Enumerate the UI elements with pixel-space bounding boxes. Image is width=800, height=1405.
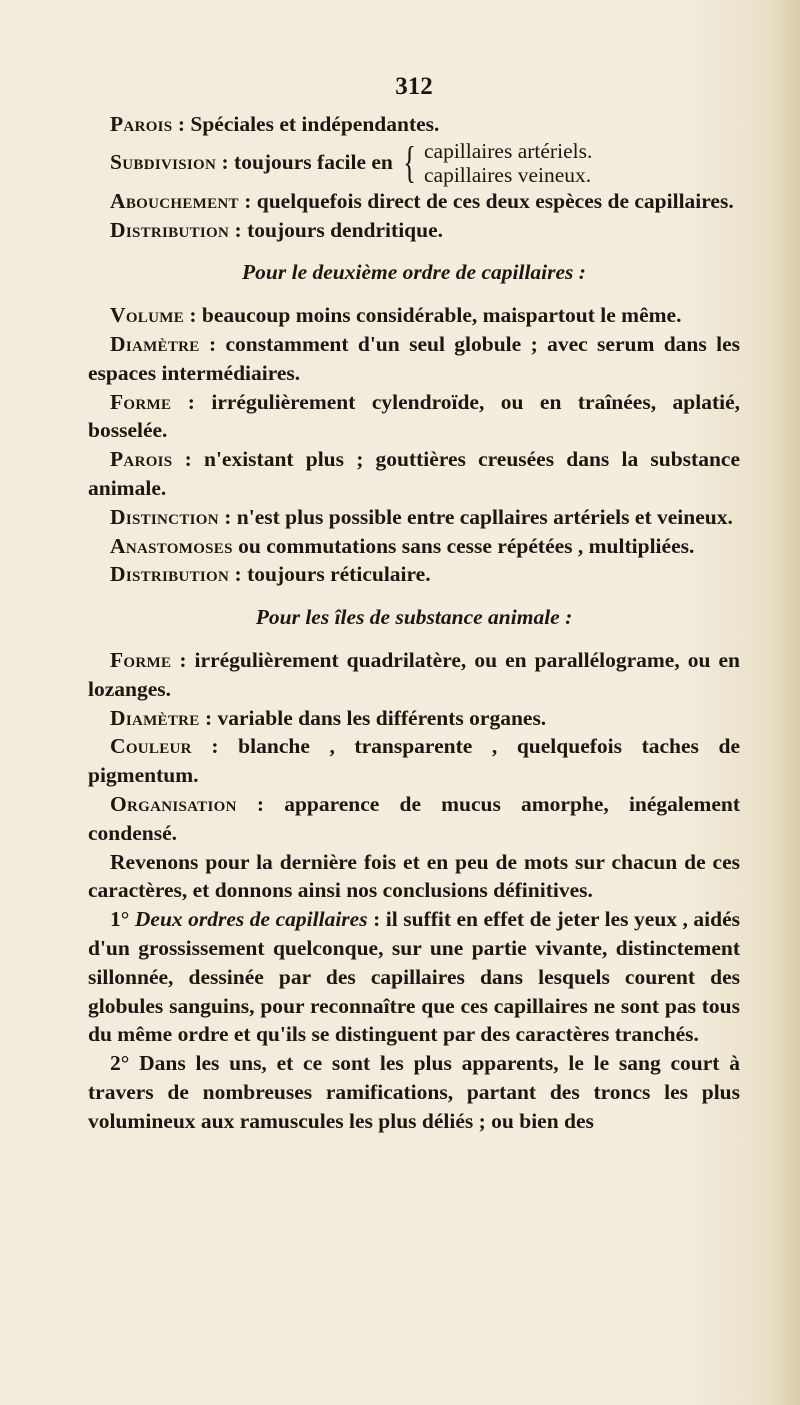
entry-subdivision: Subdivision : toujours facile en { capillaires artériels. capillaires veineux.	[110, 137, 593, 187]
entry-abouchement: Abouchement : quelquefois direct de ces deux espèces de capillaires.	[110, 188, 734, 213]
entry-parois-2: Parois : n'existant plus ; gouttières creusées dans la substance animale.	[88, 447, 740, 500]
paragraph-deux-ordres: 1° Deux ordres de capillaires : il suffit en effet de jeter les yeux , aidés d'un grossissement quelconque, sur une partie vivante, distinctement sillonnée, dessinée par des capillaires dans lesquels courent des globules sanguins, pour reconnaître que ces capillaires ne sont pas tous du même ordre et qu'ils se distinguent par des caractères tranchés.	[88, 907, 741, 1047]
paragraph-revenons: Revenons pour la dernière fois et en peu de mots sur chacun de ces caractères, et donnons ainsi nos conclusions définitives.	[88, 849, 740, 903]
entry-anastomoses: Anastomoses ou commutations sans cesse répétées , multipliées.	[110, 533, 695, 558]
subdivision-options: capillaires artériels. capillaires veineux.	[424, 138, 593, 187]
entry-parois: Parois : Spéciales et indépendantes.	[110, 112, 440, 136]
entry-distribution: Distribution : toujours dendritique.	[110, 217, 443, 242]
section-heading-2: Pour les îles de substance animale :	[255, 605, 573, 630]
entry-distribution-2: Distribution : toujours réticulaire.	[110, 562, 431, 587]
entry-forme: Forme : irrégulièrement cylendroïde, ou en traînées, aplatié, bosselée.	[88, 389, 741, 443]
entry-organisation: Organisation : apparence de mucus amorphe, inégalement condensé.	[88, 791, 740, 845]
section-heading-1: Pour le deuxième ordre de capillaires :	[242, 260, 586, 285]
entry-volume: Volume : beaucoup moins considérable, maispartout le même.	[110, 303, 682, 328]
entry-diametre: Diamètre : constamment d'un seul globule ; avec serum dans les espaces intermédiaires.	[88, 331, 741, 385]
entry-diametre-3: Diamètre : variable dans les différents organes.	[110, 705, 547, 730]
brace: {	[403, 137, 416, 187]
page-number: 312	[395, 73, 433, 100]
entry-forme-3: Forme : irrégulièrement quadrilatère, ou en parallélograme, ou en lozanges.	[88, 647, 741, 701]
paragraph-dans-les-uns: 2° Dans les uns, et ce sont les plus apparents, le le sang court à travers de nombreuses ramifications, partant des troncs les plus volumineux aux ramuscules les plus déliés ; ou bien des	[88, 1051, 740, 1133]
page-content	[88, 72, 740, 1136]
entry-couleur: Couleur : blanche , transparente , quelquefois taches de pigmentum.	[88, 734, 741, 788]
entry-distinction: Distinction : n'est plus possible entre capllaires artériels et veineux.	[110, 504, 733, 529]
